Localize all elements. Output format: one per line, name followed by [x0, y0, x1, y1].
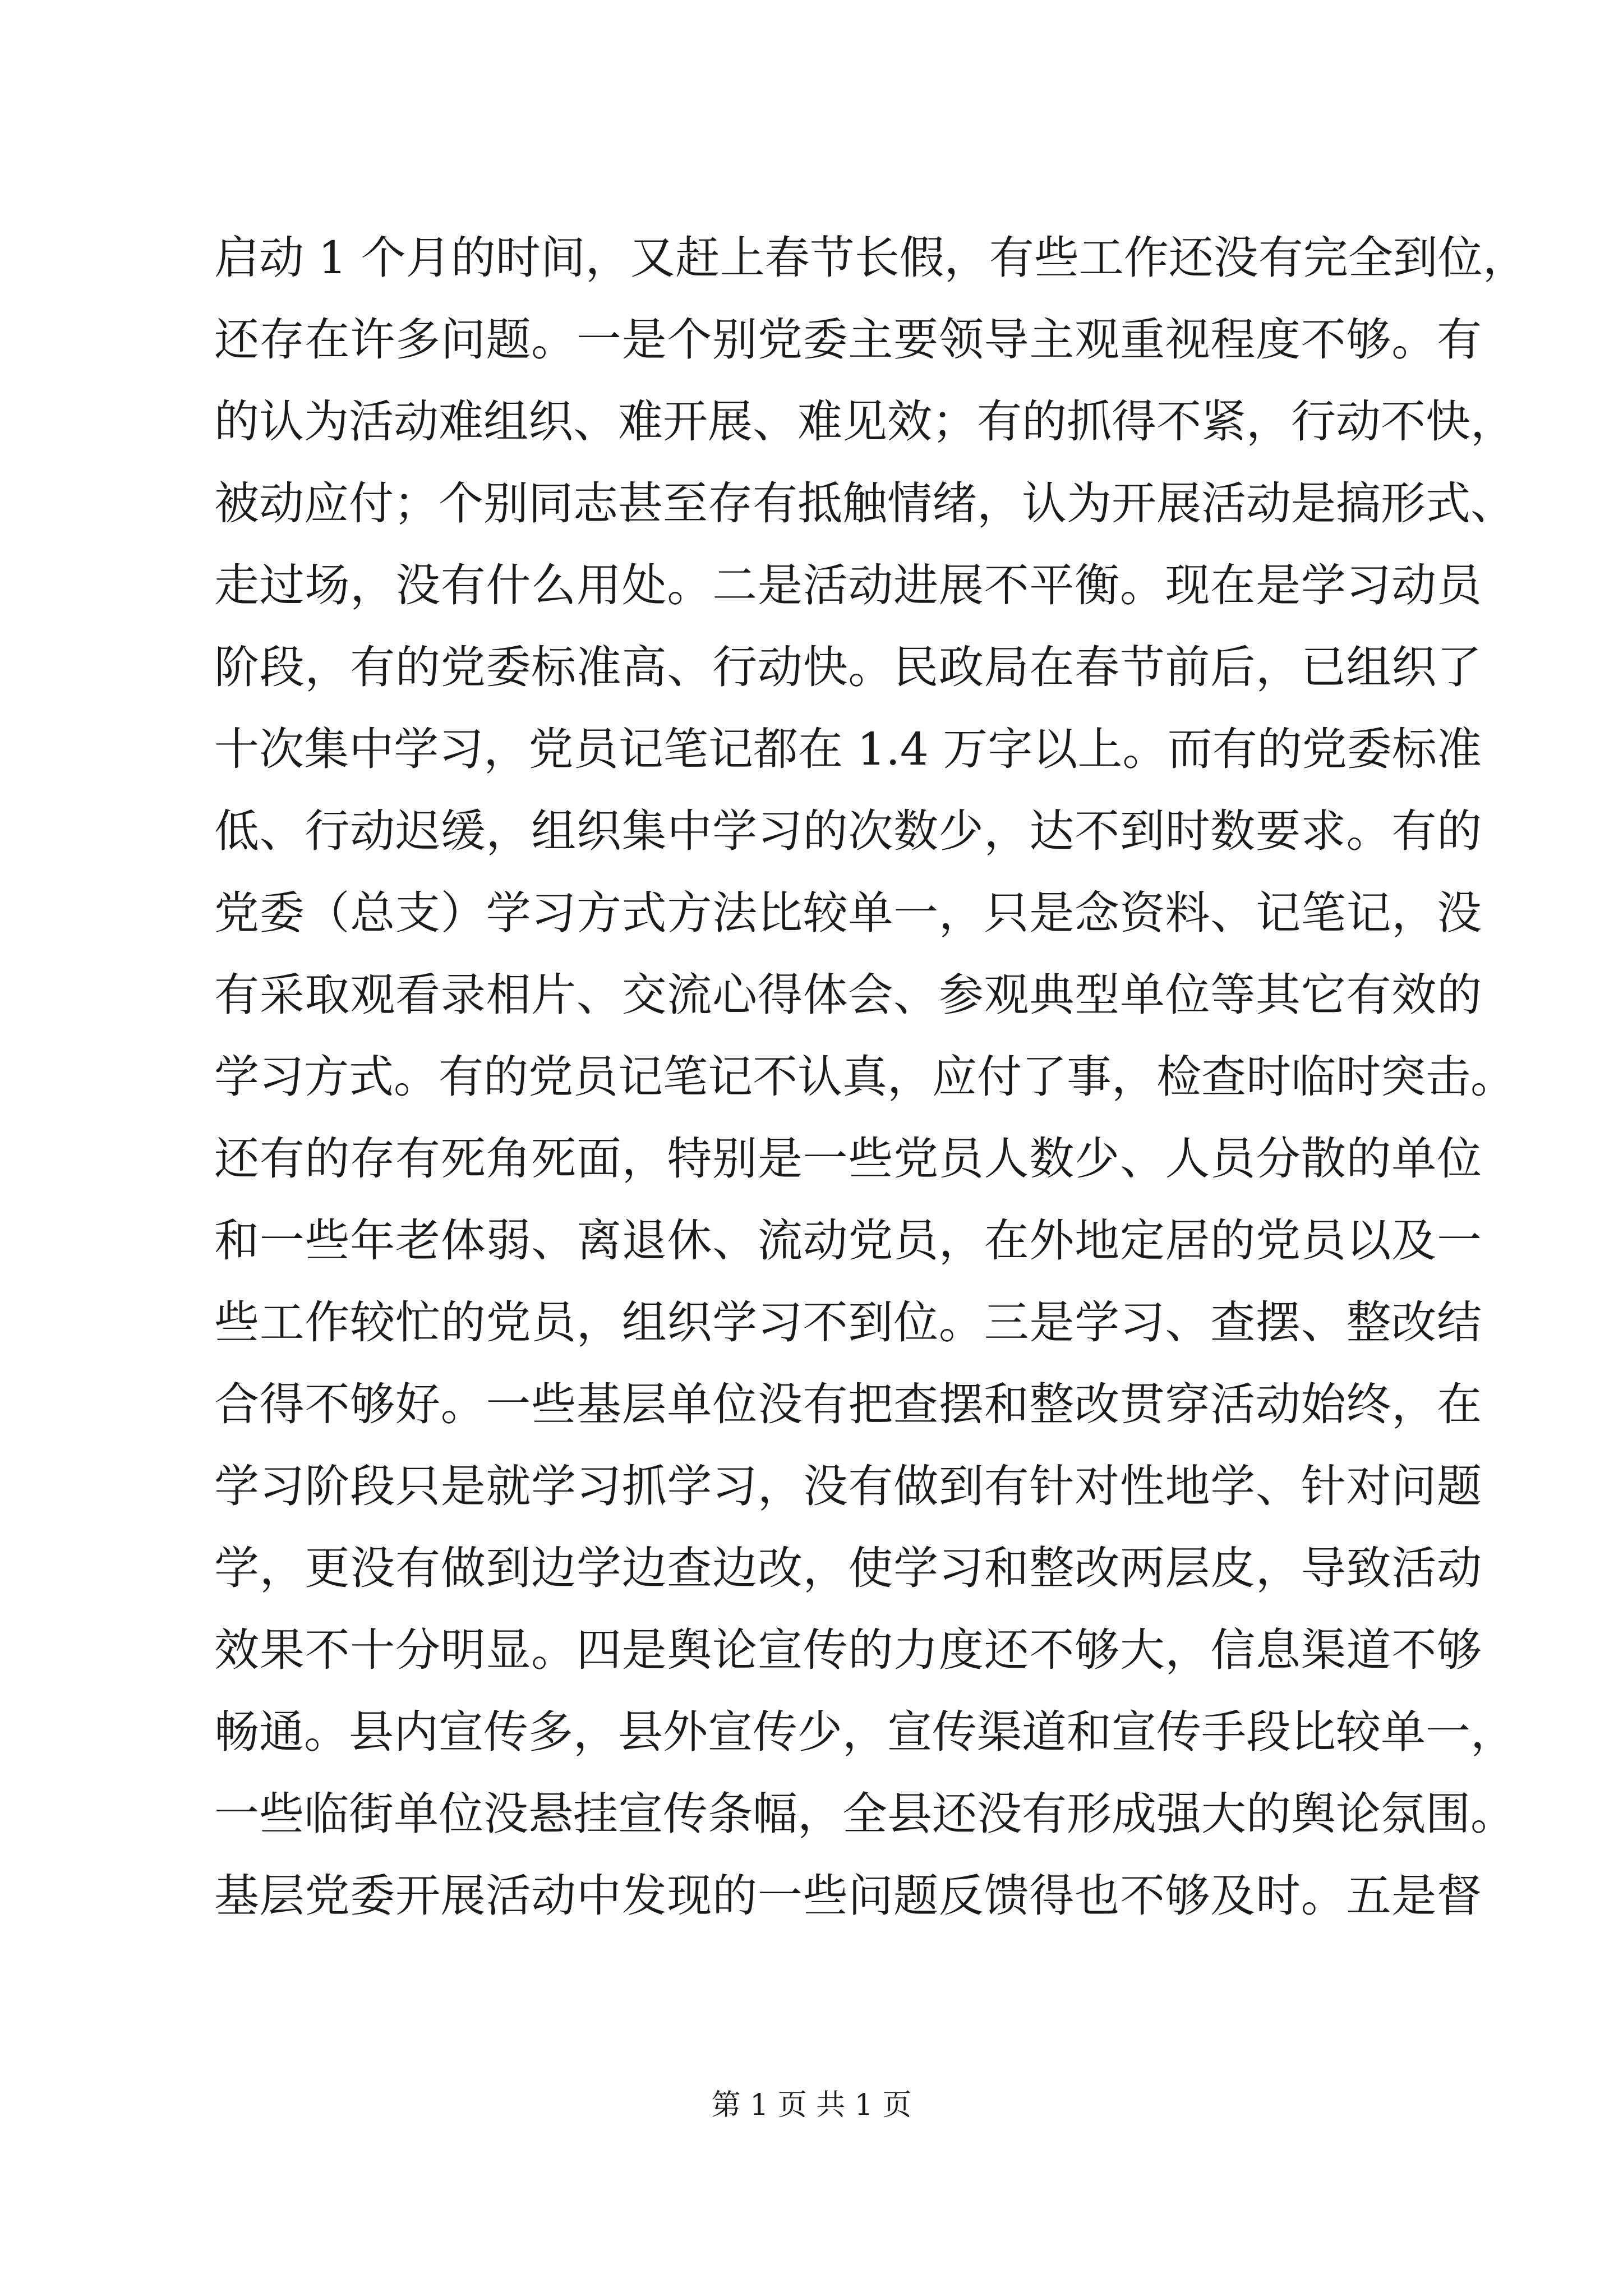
text-line: 一些临街单位没悬挂宣传条幅，全县还没有形成强大的舆论氛围。 [214, 1788, 1515, 1840]
text-line: 十次集中学习，党员记笔记都在 1.4 万字以上。而有的党委标准 [214, 723, 1482, 775]
text-line: 学习方式。有的党员记笔记不认真，应付了事，检查时临时突击。 [214, 1051, 1515, 1103]
text-line: 畅通。县内宣传多，县外宣传少，宣传渠道和宣传手段比较单一， [214, 1706, 1515, 1758]
text-line: 低、行动迟缓，组织集中学习的次数少，达不到时数要求。有的 [214, 805, 1482, 857]
page-footer: 第 1 页 共 1 页 [711, 2088, 912, 2122]
text-line: 有采取观看录相片、交流心得体会、参观典型单位等其它有效的 [214, 969, 1482, 1021]
text-line: 的认为活动难组织、难开展、难见效；有的抓得不紧，行动不快， [214, 395, 1515, 448]
text-line: 阶段，有的党委标准高、行动快。民政局在春节前后，已组织了 [214, 641, 1482, 693]
text-line: 学，更没有做到边学边查边改，使学习和整改两层皮，导致活动 [214, 1542, 1482, 1594]
text-line: 启动 1 个月的时间，又赶上春节长假，有些工作还没有完全到位， [214, 232, 1528, 284]
text-line: 基层党委开展活动中发现的一些问题反馈得也不够及时。五是督 [214, 1870, 1482, 1922]
text-line: 学习阶段只是就学习抓学习，没有做到有针对性地学、针对问题 [214, 1460, 1482, 1512]
text-line: 被动应付；个别同志甚至存有抵触情绪，认为开展活动是搞形式、 [214, 477, 1515, 530]
text-line: 走过场，没有什么用处。二是活动进展不平衡。现在是学习动员 [214, 559, 1482, 611]
text-line: 合得不够好。一些基层单位没有把查摆和整改贯穿活动始终，在 [214, 1378, 1482, 1430]
text-line: 党委（总支）学习方式方法比较单一，只是念资料、记笔记，没 [214, 887, 1482, 939]
text-line: 还存在许多问题。一是个别党委主要领导主观重视程度不够。有 [214, 314, 1482, 366]
text-line: 些工作较忙的党员，组织学习不到位。三是学习、查摆、整改结 [214, 1296, 1482, 1349]
text-line: 还有的存有死角死面，特别是一些党员人数少、人员分散的单位 [214, 1133, 1482, 1185]
text-line: 效果不十分明显。四是舆论宣传的力度还不够大，信息渠道不够 [214, 1624, 1482, 1676]
text-line: 和一些年老体弱、离退休、流动党员，在外地定居的党员以及一 [214, 1214, 1482, 1267]
